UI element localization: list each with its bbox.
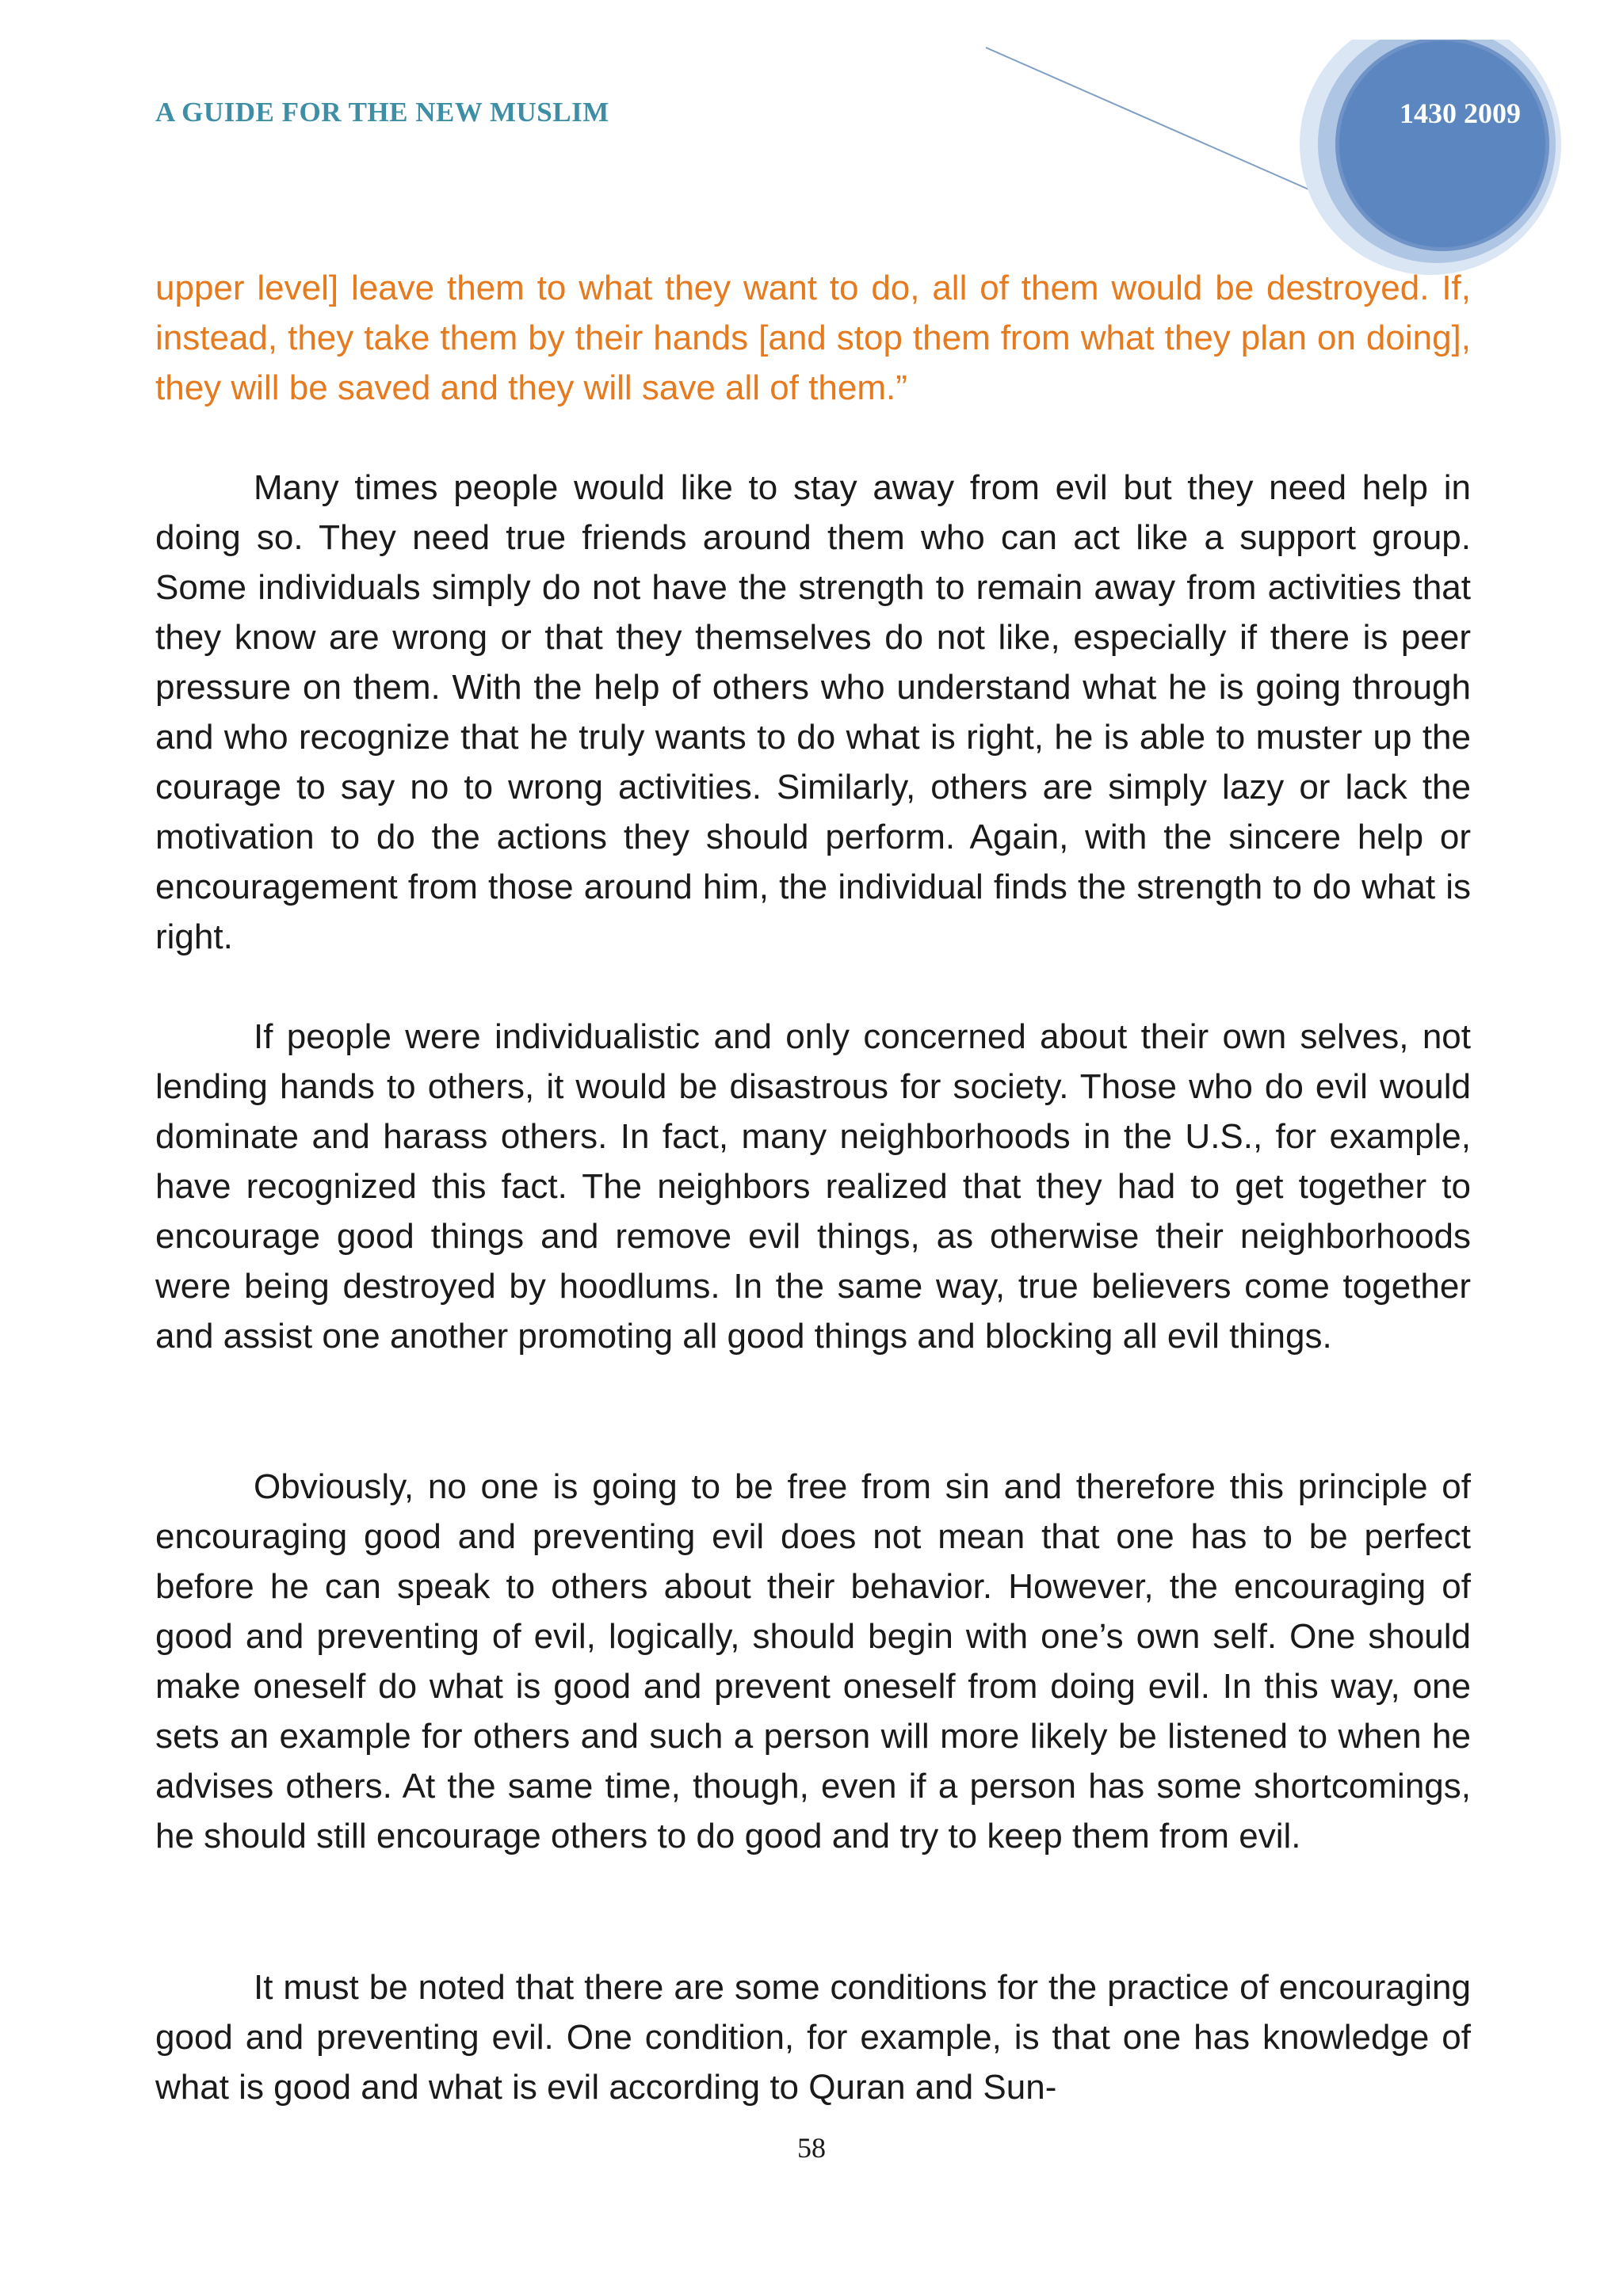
paragraph-free-from-sin: Obviously, no one is going to be free from sin and therefore this principle of encouraging good and preventing evil does not mean that one has to be perfect before he can speak to others about their behavior. However, the encouraging of good and preventing of evil, logically, should begin with one’s own self. One should make oneself do what is good and prevent oneself from doing evil. In this way, one sets an example for others and such a person will more likely be listened to when he advises others. At the same time, though, even if a person has some shortcomings, he should still encourage others to do good and try to keep them from evil.	[155, 1467, 1471, 1855]
paragraph-individualism: If people were individualistic and only concerned about their own selves, not lending hands to others, it would be disastrous for society. Those who do evil would dominate and harass others. In fact, many neighborhoods in the U.S., for example, have recognized this fact. The neighbors realized that they had to get together to encourage good things and remove evil things, as otherwise their neighborhoods were being destroyed by hoodlums. In the same way, true believers come together and assist one another promoting all good things and blocking all evil things.	[155, 1017, 1471, 1356]
hadith-quote-continuation: upper level] leave them to what they want to do, all of them would be destroyed. If, instead, they take them by their hands [and stop them from what they plan on doing], they will be saved and they will save all of them.”	[155, 269, 1471, 407]
paragraph-support-group: Many times people would like to stay away from evil but they need help in doing so. They need true friends around them who can act like a support group. Some individuals simply do not have the strength to remain away from activities that they know are wrong or that they themselves do not like, especially if there is peer pressure on them. With the help of others who understand what he is going through and who recognize that he truly wants to do what is right, he is able to muster up the courage to say no to wrong activities. Similarly, others are simply lazy or lack the motivation to do the actions they should perform. Again, with the sincere help or encouragement from those around him, the individual finds the strength to do what is right.	[155, 468, 1471, 956]
document-header-year: 1430 2009	[1400, 97, 1521, 129]
document-header-title: A GUIDE FOR THE NEW MUSLIM	[155, 97, 609, 128]
paragraph-conditions: It must be noted that there are some conditions for the practice of encouraging good and preventing evil. One condition, for example, is that one has knowledge of what is good and what is evil according to Quran and Sun-	[155, 1968, 1471, 2107]
header-circle-decoration	[975, 40, 1623, 293]
page-number: 58	[797, 2132, 826, 2164]
